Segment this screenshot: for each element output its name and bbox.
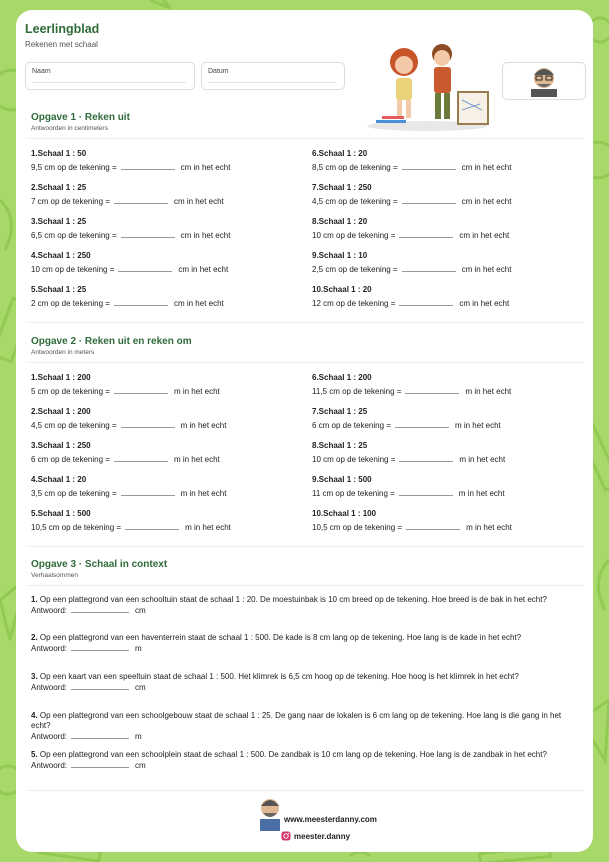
question-item	[312, 509, 562, 536]
question-unit: m in het echt	[185, 523, 231, 532]
answer-blank[interactable]	[121, 230, 175, 238]
answer-label: Antwoord:	[31, 683, 68, 692]
story-text: Op een plattegrond van een schoolgebouw staat de schaal 1 : 25. De gang naar de lokalen is 6 cm lang op de tekening. Hoe lang is die gang in het echt?	[31, 711, 562, 730]
answer-blank[interactable]	[121, 488, 175, 496]
name-field[interactable]	[25, 62, 195, 90]
story-problem	[31, 633, 579, 654]
story-answer	[31, 643, 579, 654]
answer-blank[interactable]	[405, 386, 459, 394]
question-given: 9,5 cm op de tekening =	[31, 163, 117, 172]
question-item	[312, 251, 562, 278]
story-problem	[31, 711, 579, 742]
question-given: 2,5 cm op de tekening =	[312, 265, 398, 274]
question-unit: cm in het echt	[461, 163, 512, 172]
question-scale: 7.Schaal 1 : 25	[312, 407, 368, 416]
section1-title: Opgave 1 · Reken uit	[31, 112, 130, 123]
question-given: 10 cm op de tekening =	[312, 231, 396, 240]
story-text: Op een plattegrond van een schooltuin staat de schaal 1 : 20. De moestuinbak is 10 cm breed op de tekening. Hoe breed is de bak in het echt?	[39, 595, 547, 604]
question-unit: m in het echt	[180, 421, 227, 430]
question-unit: m in het echt	[458, 489, 505, 498]
answer-blank[interactable]	[399, 454, 453, 462]
question-unit: m in het echt	[465, 387, 512, 396]
question-scale: 7.Schaal 1 : 250	[312, 183, 372, 192]
section3-title: Opgave 3 · Schaal in context	[31, 559, 168, 570]
question-item	[31, 441, 281, 468]
section2-subtitle: Antwoorden in meters	[31, 349, 95, 356]
story-text: Op een plattegrond van een haventerrein staat de schaal 1 : 500. De kade is 8 cm lang op de tekening. Hoe lang is de kade in het echt?	[39, 633, 522, 642]
question-item	[31, 285, 281, 312]
answer-label: Antwoord:	[31, 644, 68, 653]
answer-blank[interactable]	[402, 162, 456, 170]
answer-blank[interactable]	[114, 386, 168, 394]
story-problem	[31, 750, 579, 771]
question-given: 3,5 cm op de tekening =	[31, 489, 117, 498]
section3-subtitle: Verhaalsommen	[31, 572, 78, 579]
page-subtitle: Rekenen met schaal	[25, 40, 98, 49]
question-item	[312, 475, 562, 502]
question-unit: m in het echt	[173, 455, 220, 464]
question-scale: 5.Schaal 1 : 25	[31, 285, 87, 294]
question-given: 11,5 cm op de tekening =	[312, 387, 402, 396]
story-answer	[31, 682, 579, 693]
section2-title: Opgave 2 · Reken uit en reken om	[31, 336, 192, 347]
question-item	[312, 407, 562, 434]
question-given: 5 cm op de tekening =	[31, 387, 110, 396]
answer-blank[interactable]	[71, 760, 129, 768]
question-scale: 10.Schaal 1 : 100	[312, 509, 377, 518]
question-scale: 10.Schaal 1 : 20	[312, 285, 372, 294]
footer-instagram[interactable]: meester.danny	[294, 832, 351, 841]
answer-blank[interactable]	[71, 643, 129, 651]
question-scale: 9.Schaal 1 : 500	[312, 475, 372, 484]
question-scale: 9.Schaal 1 : 10	[312, 251, 368, 260]
story-number: 5.	[31, 750, 38, 759]
teacher-avatar-icon	[503, 63, 585, 99]
answer-unit: cm	[135, 606, 146, 615]
question-unit: cm in het echt	[180, 163, 231, 172]
divider	[26, 585, 584, 586]
story-text: Op een plattegrond van een schoolplein staat de schaal 1 : 500. De zandbak is 10 cm lang op de tekening. Hoe lang is de zandbak in het echt?	[39, 750, 547, 759]
logo-box	[502, 62, 586, 100]
answer-label: Antwoord:	[31, 732, 68, 741]
answer-label: Antwoord:	[31, 761, 68, 770]
question-given: 10,5 cm op de tekening =	[31, 523, 122, 532]
question-unit: m in het echt	[180, 489, 227, 498]
answer-blank[interactable]	[406, 522, 460, 530]
divider	[26, 362, 584, 363]
question-item	[312, 217, 562, 244]
story-problem	[31, 595, 579, 616]
answer-unit: cm	[135, 683, 146, 692]
question-given: 4,5 cm op de tekening =	[31, 421, 117, 430]
answer-blank[interactable]	[399, 230, 453, 238]
question-unit: m in het echt	[173, 387, 220, 396]
answer-blank[interactable]	[121, 420, 175, 428]
question-scale: 8.Schaal 1 : 20	[312, 217, 368, 226]
question-unit: cm in het echt	[178, 265, 229, 274]
story-number: 1.	[31, 595, 38, 604]
question-item	[31, 149, 281, 176]
question-item	[312, 285, 562, 312]
date-label: Datum	[208, 68, 229, 75]
question-scale: 1.Schaal 1 : 50	[31, 149, 87, 158]
story-number: 2.	[31, 633, 38, 642]
answer-blank[interactable]	[71, 731, 129, 739]
story-answer	[31, 731, 579, 742]
question-given: 6 cm op de tekening =	[31, 455, 110, 464]
answer-blank[interactable]	[114, 298, 168, 306]
question-unit: cm in het echt	[173, 197, 224, 206]
question-scale: 6.Schaal 1 : 20	[312, 149, 368, 158]
story-text: Op een kaart van een speeltuin staat de schaal 1 : 500. Het klimrek is 6,5 cm hoog op de tekening. Hoe hoog is het klimrek in het echt?	[39, 672, 519, 681]
question-given: 10,5 cm op de tekening =	[312, 523, 403, 532]
question-unit: m in het echt	[466, 523, 512, 532]
question-scale: 6.Schaal 1 : 200	[312, 373, 372, 382]
story-problem	[31, 672, 579, 693]
question-item	[31, 217, 281, 244]
story-answer	[31, 605, 579, 616]
question-item	[312, 373, 562, 400]
question-given: 4,5 cm op de tekening =	[312, 197, 398, 206]
question-scale: 3.Schaal 1 : 25	[31, 217, 87, 226]
question-scale: 5.Schaal 1 : 500	[31, 509, 91, 518]
page-title: Leerlingblad	[25, 22, 100, 36]
question-given: 8,5 cm op de tekening =	[312, 163, 398, 172]
answer-blank[interactable]	[118, 264, 172, 272]
divider	[26, 138, 584, 139]
question-given: 6 cm op de tekening =	[312, 421, 391, 430]
divider	[26, 790, 584, 791]
answer-label: Antwoord:	[31, 606, 68, 615]
question-item	[31, 373, 281, 400]
question-item	[31, 509, 281, 536]
question-item	[312, 149, 562, 176]
story-number: 3.	[31, 672, 38, 681]
answer-blank[interactable]	[114, 196, 168, 204]
question-given: 6,5 cm op de tekening =	[31, 231, 117, 240]
question-item	[31, 251, 281, 278]
question-scale: 3.Schaal 1 : 250	[31, 441, 91, 450]
story-number: 4.	[31, 711, 38, 720]
section1-subtitle: Antwoorden in centimeters	[31, 125, 108, 132]
answer-blank[interactable]	[399, 298, 453, 306]
answer-blank[interactable]	[125, 522, 179, 530]
story-answer	[31, 760, 579, 771]
answer-blank[interactable]	[121, 162, 175, 170]
question-scale: 2.Schaal 1 : 200	[31, 407, 91, 416]
question-unit: cm in het echt	[461, 265, 512, 274]
question-unit: cm in het echt	[180, 231, 231, 240]
answer-blank[interactable]	[71, 605, 129, 613]
answer-blank[interactable]	[399, 488, 453, 496]
question-given: 7 cm op de tekening =	[31, 197, 110, 206]
answer-unit: m	[135, 644, 142, 653]
name-label: Naam	[32, 68, 51, 75]
question-item	[31, 407, 281, 434]
answer-blank[interactable]	[71, 682, 129, 690]
question-item	[31, 475, 281, 502]
answer-blank[interactable]	[114, 454, 168, 462]
answer-blank[interactable]	[395, 420, 449, 428]
worksheet	[16, 10, 593, 852]
answer-blank[interactable]	[402, 196, 456, 204]
question-given: 12 cm op de tekening =	[312, 299, 396, 308]
question-given: 10 cm op de tekening =	[312, 455, 396, 464]
question-unit: cm in het echt	[459, 299, 510, 308]
answer-blank[interactable]	[402, 264, 456, 272]
divider	[26, 322, 584, 323]
answer-unit: cm	[135, 761, 146, 770]
question-given: 2 cm op de tekening =	[31, 299, 110, 308]
question-item	[312, 441, 562, 468]
question-scale: 4.Schaal 1 : 20	[31, 475, 87, 484]
question-item	[31, 183, 281, 210]
question-given: 11 cm op de tekening =	[312, 489, 395, 498]
question-unit: m in het echt	[454, 421, 501, 430]
question-unit: cm in het echt	[459, 231, 510, 240]
question-scale: 4.Schaal 1 : 250	[31, 251, 91, 260]
question-scale: 2.Schaal 1 : 25	[31, 183, 87, 192]
question-unit: cm in het echt	[173, 299, 224, 308]
question-unit: m in het echt	[459, 455, 506, 464]
date-field[interactable]	[201, 62, 345, 90]
children-illustration	[362, 40, 492, 132]
footer-website[interactable]: www.meesterdanny.com	[284, 815, 377, 824]
footer-avatar-icon	[258, 797, 282, 833]
answer-unit: m	[135, 732, 142, 741]
divider	[26, 546, 584, 547]
instagram-icon	[281, 831, 291, 841]
question-given: 10 cm op de tekening =	[31, 265, 115, 274]
question-unit: cm in het echt	[461, 197, 512, 206]
question-item	[312, 183, 562, 210]
question-scale: 1.Schaal 1 : 200	[31, 373, 91, 382]
question-scale: 8.Schaal 1 : 25	[312, 441, 368, 450]
